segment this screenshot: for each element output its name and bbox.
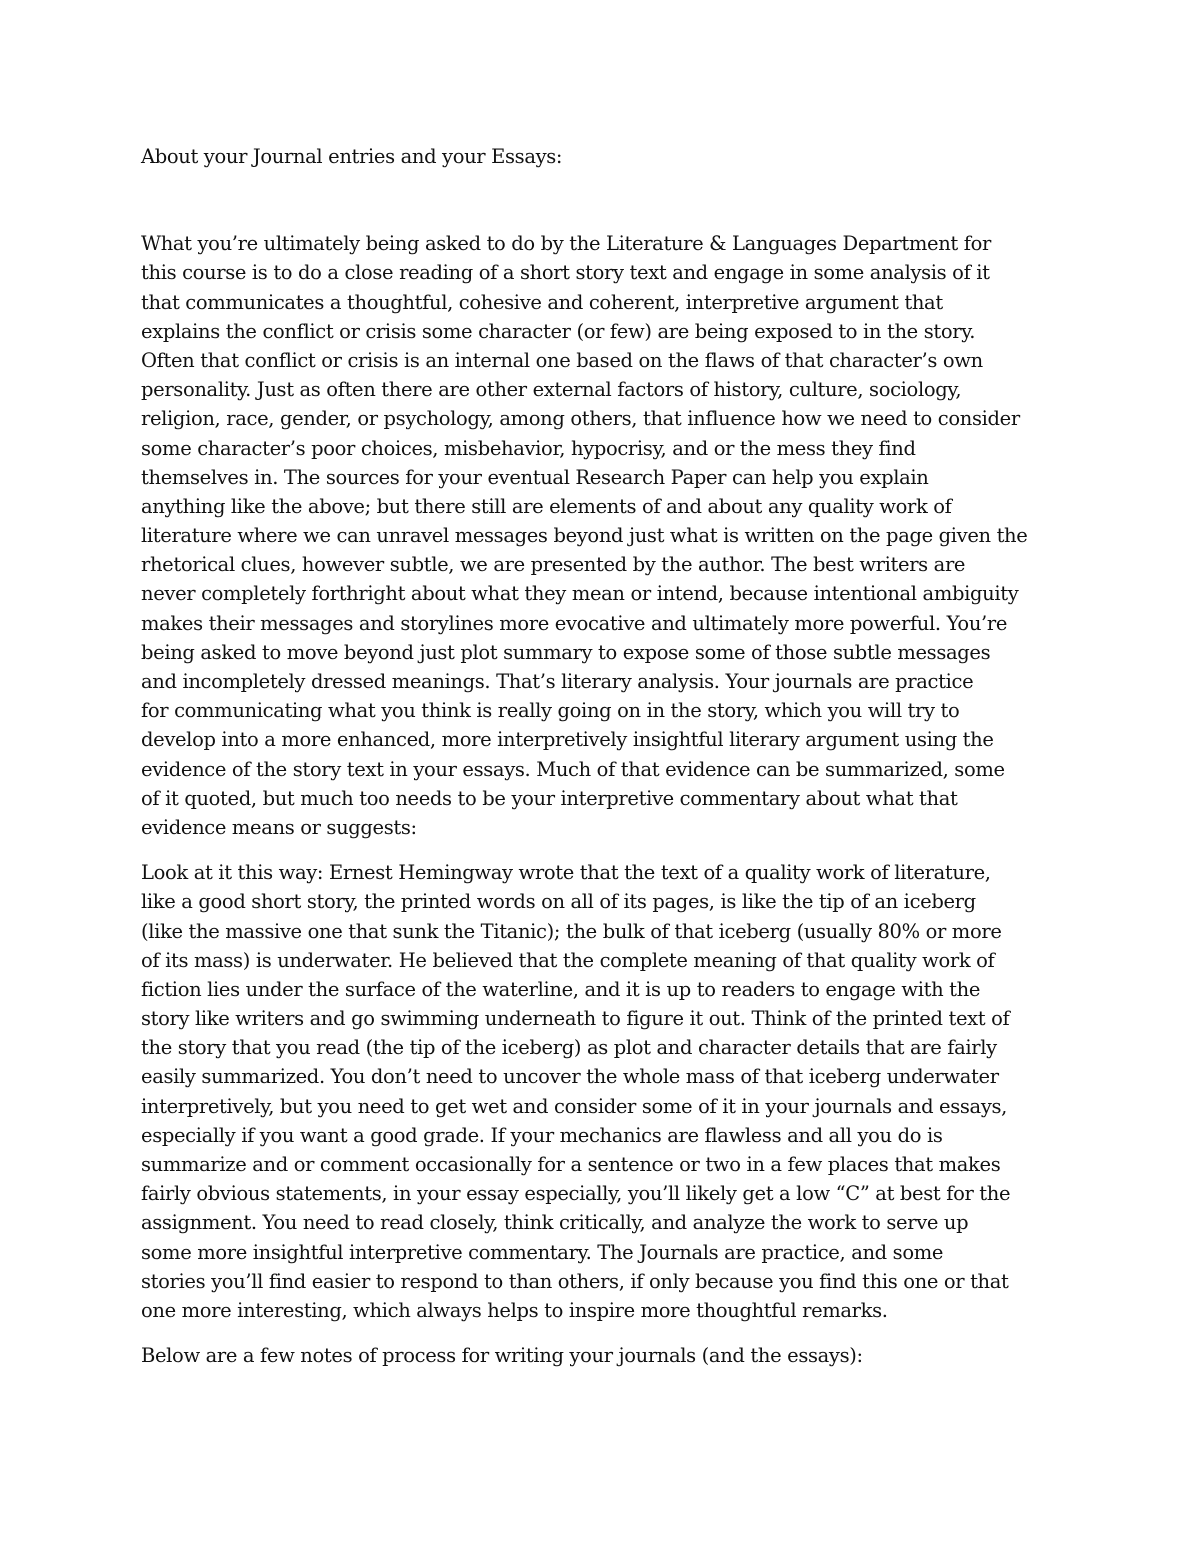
- text-line: of it quoted, but much too needs to be your interpretive commentary about what that: [141, 786, 958, 810]
- spacer: [141, 1325, 1066, 1341]
- text-line: personality. Just as often there are other external factors of history, culture, sociology,: [141, 378, 962, 402]
- text-line: and incompletely dressed meanings. That’s literary analysis. Your journals are practice: [141, 670, 974, 693]
- text-line: literature where we can unravel messages beyond just what is written on the page given the: [141, 524, 1028, 548]
- text-line: some character’s poor choices, misbehavior, hypocrisy, and or the mess they find: [141, 436, 916, 460]
- text-line: interpretively, but you need to get wet and consider some of it in your journals and essays,: [141, 1094, 1008, 1118]
- paragraph-2: [141, 858, 1066, 1325]
- text-line: Often that conflict or crisis is an internal one based on the flaws of that character’s own: [141, 348, 983, 372]
- text-line: (like the massive one that sunk the Titanic); the bulk of that iceberg (usually 80% or more: [141, 919, 1002, 943]
- paragraph-1: [141, 229, 1066, 842]
- text-line: this course is to do a close reading of a short story text and engage in some analysis of it: [141, 261, 990, 285]
- text-line: anything like the above; but there still are elements of and about any quality work of: [141, 494, 952, 518]
- text-line: religion, race, gender, or psychology, among others, that influence how we need to consider: [141, 407, 1020, 431]
- heading-line: About your Journal entries and your Essays:: [141, 145, 563, 168]
- document-heading: [141, 142, 1066, 171]
- text-line: rhetorical clues, however subtle, we are presented by the author. The best writers are: [141, 553, 966, 577]
- text-line: some more insightful interpretive commentary. The Journals are practice, and some: [141, 1240, 944, 1264]
- text-line: being asked to move beyond just plot summary to expose some of those subtle messages: [141, 640, 991, 664]
- spacer: [141, 842, 1066, 858]
- text-line: Below are a few notes of process for writing your journals (and the essays):: [141, 1344, 863, 1368]
- text-line: themselves in. The sources for your eventual Research Paper can help you explain: [141, 465, 929, 489]
- text-line: fiction lies under the surface of the waterline, and it is up to readers to engage with the: [141, 977, 981, 1001]
- spacer: [141, 171, 1066, 229]
- text-line: especially if you want a good grade. If your mechanics are flawless and all you do is: [141, 1123, 943, 1147]
- text-line: explains the conflict or crisis some character (or few) are being exposed to in the story.: [141, 319, 976, 343]
- text-line: stories you’ll find easier to respond to than others, if only because you find this one or that: [141, 1269, 1009, 1293]
- text-line: develop into a more enhanced, more interpretively insightful literary argument using the: [141, 728, 994, 752]
- text-line: evidence means or suggests:: [141, 815, 417, 839]
- text-line: assignment. You need to read closely, think critically, and analyze the work to serve up: [141, 1211, 969, 1235]
- text-line: evidence of the story text in your essays. Much of that evidence can be summarized, some: [141, 757, 1005, 781]
- text-line: summarize and or comment occasionally for a sentence or two in a few places that makes: [141, 1153, 1001, 1176]
- text-line: makes their messages and storylines more evocative and ultimately more powerful. You’re: [141, 611, 1008, 635]
- text-line: never completely forthright about what they mean or intend, because intentional ambiguity: [141, 582, 1019, 606]
- text-line: like a good short story, the printed words on all of its pages, is like the tip of an iceberg: [141, 890, 976, 914]
- text-line: Look at it this way: Ernest Hemingway wrote that the text of a quality work of literature,: [141, 861, 991, 885]
- text-line: story like writers and go swimming underneath to figure it out. Think of the printed text of: [141, 1007, 1010, 1031]
- text-line: one more interesting, which always helps to inspire more thoughtful remarks.: [141, 1298, 888, 1322]
- paragraph-3: [141, 1341, 1066, 1370]
- text-line: What you’re ultimately being asked to do by the Literature & Languages Department for: [141, 232, 991, 256]
- text-line: the story that you read (the tip of the iceberg) as plot and character details that are fairly: [141, 1036, 997, 1060]
- text-line: of its mass) is underwater. He believed that the complete meaning of that quality work of: [141, 948, 995, 972]
- document-body: [141, 142, 1066, 1370]
- text-line: fairly obvious statements, in your essay especially, you’ll likely get a low “C” at best for the: [141, 1182, 1011, 1206]
- text-line: easily summarized. You don’t need to uncover the whole mass of that iceberg underwater: [141, 1065, 999, 1089]
- text-line: that communicates a thoughtful, cohesive and coherent, interpretive argument that: [141, 290, 943, 314]
- text-line: for communicating what you think is really going on in the story, which you will try to: [141, 699, 960, 723]
